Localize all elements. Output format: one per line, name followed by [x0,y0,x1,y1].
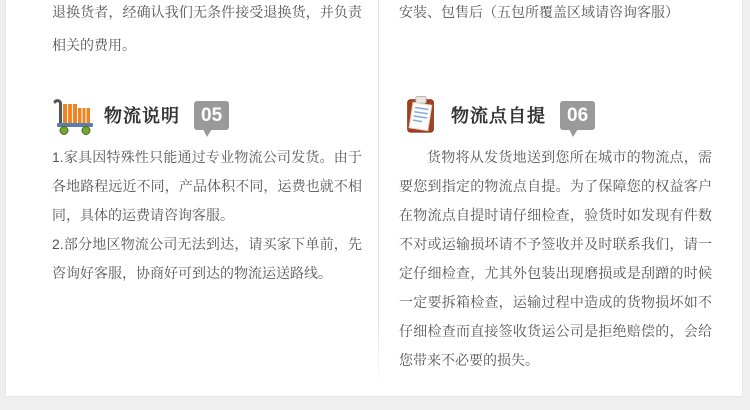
left-column [6,0,378,396]
logistics-notes [52,143,362,288]
after-sales-text: 安装、包售后（五包所覆盖区域请咨询客服） [399,4,679,20]
logistics-note-1: 1.家具因特殊性只能通过专业物流公司发货。由于各地路程远近不同，产品体积不同，运费也就不相同，具体的运费请咨询客服。 [52,149,362,223]
clipboard-icon [399,95,443,135]
section-header-pickup [399,94,712,136]
return-policy-text: 退换货者，经确认我们无条件接受退换货，并负责相关的费用。 [52,4,362,53]
hand-truck-icon [52,95,96,135]
content-panel [5,0,743,397]
section-number-badge-05: 05 [194,101,229,130]
section-title-logistics: 物流说明 [104,106,180,126]
pickup-notes [399,143,712,375]
section-header-logistics [52,94,362,136]
logistics-note-2: 2.部分地区物流公司无法到达，请买家下单前，先咨询好客服，协商好可到达的物流运送路线。 [52,236,362,281]
pickup-note: 货物将从发货地送到您所在城市的物流点，需要您到指定的物流点自提。为了保障您的权益客户在物流点自提时请仔细检查，验货时如发现有件数不对或运输损坏请不予签收并及时联系我们，请一定仔细检查，尤其外包装出现磨损或是刮蹭的时候一定要拆箱检查，运输过程中造成的货物损坏如不仔细检查而直接签收货运公司是拒绝赔偿的，会给您带来不必要的损失。 [399,149,712,368]
section-title-pickup: 物流点自提 [451,106,546,126]
section-number-badge-06: 06 [560,101,595,130]
right-column [378,0,742,396]
